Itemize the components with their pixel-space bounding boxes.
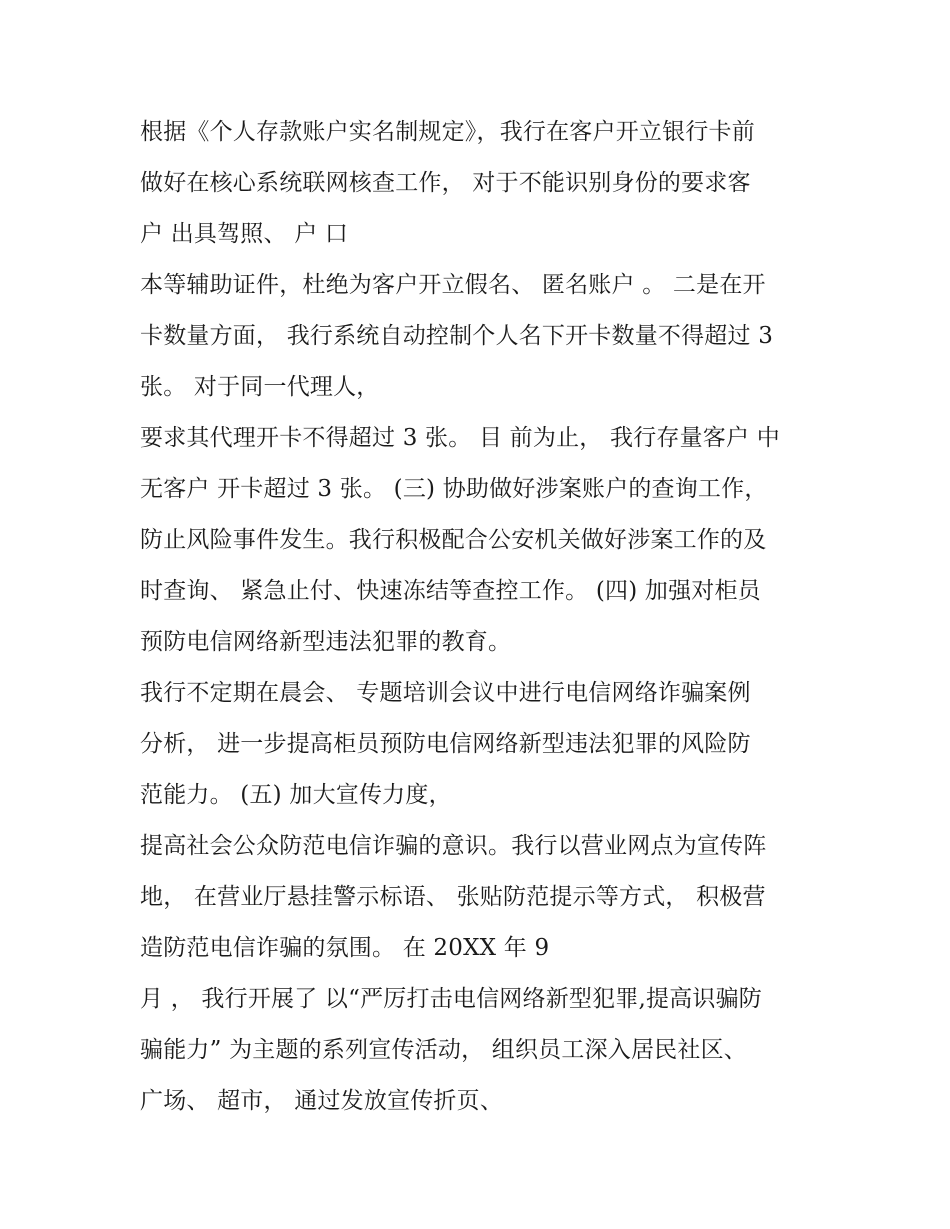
text-line: 提高社会公众防范电信诈骗的意识。我行以营业网点为宣传阵 xyxy=(140,833,767,859)
text-line: 地， 在营业厅悬挂警示标语、 张贴防范提示等方式， 积极营 xyxy=(140,884,766,910)
text-line: 做好在核心系统联网核查工作， 对于不能识别身份的要求客 xyxy=(140,170,751,196)
text-line: 骗能力” 为主题的系列宣传活动， 组织员工深入居民社区、 xyxy=(140,1037,747,1063)
text-line: 广场、 超市， 通过发放宣传折页、 xyxy=(140,1088,504,1114)
text-line: 时查询、 紧急止付、快速冻结等查控工作。 (四) 加强对柜员 xyxy=(140,578,761,604)
text-line: 月 ， 我行开展了 以“严厉打击电信网络新型犯罪,提高识骗防 xyxy=(140,986,763,1012)
text-line: 造防范电信诈骗的氛围。 在 20XX 年 9 xyxy=(140,935,550,961)
body-text xyxy=(140,107,840,1127)
text-line: 无客户 开卡超过 3 张。 (三) 协助做好涉案账户的查询工作， xyxy=(140,476,768,502)
text-line: 要求其代理开卡不得超过 3 张。 目 前为止， 我行存量客户 中 xyxy=(140,425,780,451)
text-line: 本等辅助证件，杜绝为客户开立假名、 匿名账户 。 二是在开 xyxy=(140,272,766,298)
text-line: 卡数量方面， 我行系统自动控制个人名下开卡数量不得超过 3 xyxy=(140,323,774,349)
text-line: 防止风险事件发生。我行积极配合公安机关做好涉案工作的及 xyxy=(140,527,767,553)
text-line: 预防电信网络新型违法犯罪的教育。 xyxy=(140,629,512,655)
text-line: 张。 对于同一代理人， xyxy=(140,374,380,400)
text-line: 根据《个人存款账户实名制规定》，我行在客户开立银行卡前 xyxy=(140,119,755,145)
text-line: 分析， 进一步提高柜员预防电信网络新型违法犯罪的风险防 xyxy=(140,731,751,757)
text-line: 户 出具驾照、 户 口 xyxy=(140,221,349,247)
text-line: 我行不定期在晨会、 专题培训会议中进行电信网络诈骗案例 xyxy=(140,680,751,706)
text-line: 范能力。 (五) 加大宣传力度， xyxy=(140,782,452,808)
